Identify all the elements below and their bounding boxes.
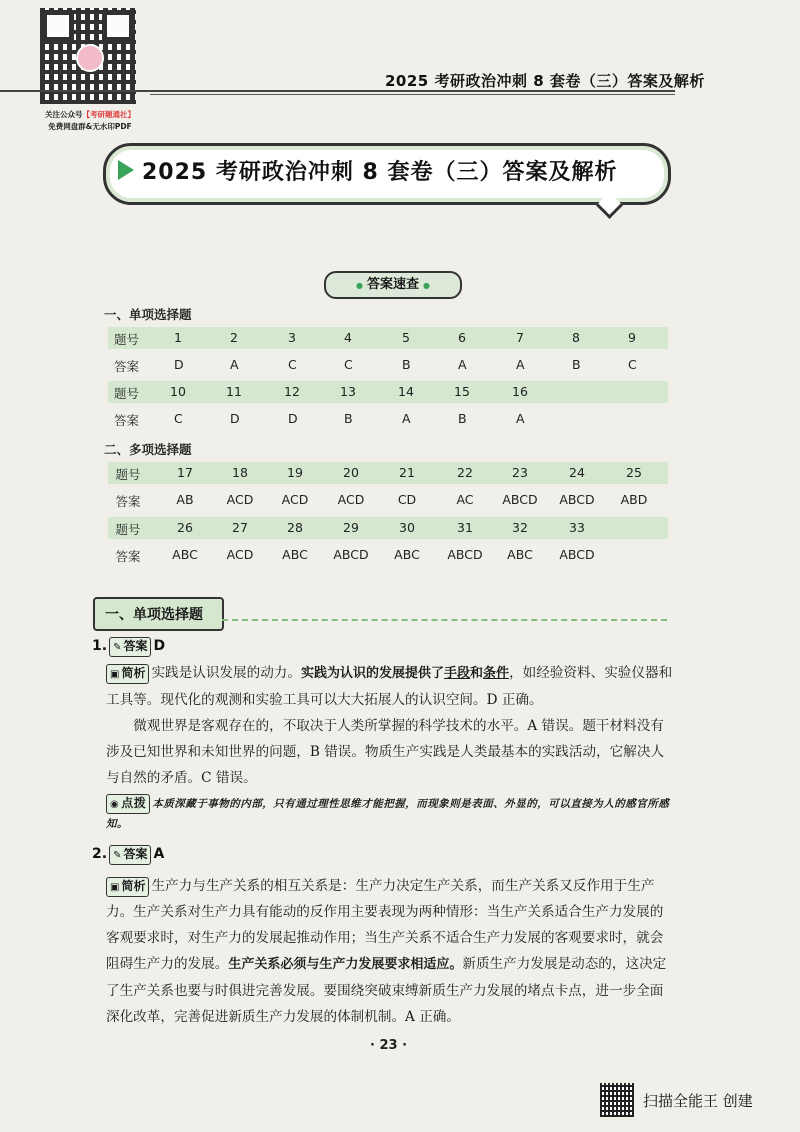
q-num: 19 — [287, 465, 303, 480]
answer-cell: C — [174, 411, 183, 426]
q-num: 1 — [174, 330, 182, 345]
q-num: 24 — [569, 465, 585, 480]
sc-row2-q — [108, 381, 668, 403]
answer-cell: B — [344, 411, 353, 426]
q-num: 18 — [232, 465, 248, 480]
sc-row1-a — [108, 354, 668, 376]
answer-cell: ACD — [226, 492, 254, 507]
row-label: 答案 — [115, 549, 141, 564]
answer-cell: D — [288, 411, 298, 426]
q-num: 11 — [226, 384, 242, 399]
q-num: 31 — [457, 520, 473, 535]
q-num: 5 — [402, 330, 410, 345]
answer-cell: C — [288, 357, 297, 372]
q2-answer: A — [153, 846, 165, 862]
header-rule-thin — [150, 94, 675, 95]
promo-brand: 【考研题通社】 — [82, 110, 135, 119]
answer-cell: ACD — [281, 492, 309, 507]
answer-cell: D — [230, 411, 240, 426]
q-num: 15 — [454, 384, 470, 399]
scanner-watermark: 扫描全能王 创建 — [643, 1092, 753, 1110]
q-num: 8 — [572, 330, 580, 345]
answer-cell: ACD — [226, 547, 254, 562]
q-num: 25 — [626, 465, 642, 480]
row-label: 答案 — [115, 494, 141, 509]
scanner-qr-icon — [600, 1083, 634, 1117]
promo-line2: 免费网盘群&无水印PDF — [48, 122, 132, 131]
answer-cell: ABCD — [502, 492, 538, 507]
section-title-text: 一、单项选择题 — [105, 607, 203, 623]
answer-cell: C — [628, 357, 637, 372]
answer-cell: ACD — [337, 492, 365, 507]
row-label: 题号 — [114, 332, 140, 347]
sc-row1-q — [108, 327, 668, 349]
sc-row2-a — [108, 408, 668, 430]
answer-cell: B — [458, 411, 467, 426]
q1-analysis: ▣ 简析 实践是认识发展的动力。实践为认识的发展提供了手段和条件，如经验资料、实验仪器和工具等。现代化的观测和实验工具可以大大拓展人的认识空间。D 正确。 微观世界是客观存在的，不取决于人类所掌握的科学技术的水平。A 错误。题干材料没有涉及已知世界和未知世界的问题，B 错误。物质生产实践是人类最基本的实践活动，它解决人与自然的矛盾。C 错误。 — [106, 665, 673, 786]
answer-cell: A — [458, 357, 467, 372]
q-num: 28 — [287, 520, 303, 535]
play-triangle-icon — [118, 160, 134, 180]
answer-cell: A — [516, 357, 525, 372]
answer-cell: ABC — [282, 547, 308, 562]
answer-cell: ABCD — [559, 492, 595, 507]
q-num: 13 — [340, 384, 356, 399]
q-num: 2 — [230, 330, 238, 345]
answer-tag: ✎ 答案 — [109, 637, 151, 657]
book-icon: ▣ — [110, 882, 120, 893]
running-head: 2025 考研政治冲刺 8 套卷（三）答案及解析 — [385, 72, 705, 90]
answer-quick-label: ● 答案速查 ● — [324, 271, 462, 299]
book-icon: ▣ — [110, 669, 120, 680]
answer-cell: B — [572, 357, 581, 372]
lightbulb-icon: ◉ — [110, 799, 120, 810]
q-num: 7 — [516, 330, 524, 345]
answer-cell: ABD — [620, 492, 648, 507]
answer-cell: AB — [176, 492, 194, 507]
promo-text — [34, 109, 146, 133]
page-number: · 23 · — [370, 1038, 408, 1053]
analysis-tag: ▣ 简析 — [106, 877, 149, 897]
promo-line1: 关注公众号 — [45, 110, 83, 119]
mc-row2-q — [108, 517, 668, 539]
q-num: 29 — [343, 520, 359, 535]
q-num: 12 — [284, 384, 300, 399]
answer-cell: C — [344, 357, 353, 372]
q-num: 14 — [398, 384, 414, 399]
answer-cell: CD — [397, 492, 417, 507]
answer-tag: ✎ 答案 — [109, 845, 151, 865]
page-title: 2025 考研政治冲刺 8 套卷（三）答案及解析 — [142, 160, 618, 185]
multi-choice-heading: 二、多项选择题 — [104, 442, 192, 457]
row-label: 题号 — [115, 522, 141, 537]
answer-cell: A — [402, 411, 411, 426]
answer-cell: ABCD — [559, 547, 595, 562]
mc-row1-q — [108, 462, 668, 484]
q-num: 16 — [512, 384, 528, 399]
answer-cell: A — [230, 357, 239, 372]
q-num: 9 — [628, 330, 636, 345]
q-num: 10 — [170, 384, 186, 399]
q1-answer-line — [92, 637, 165, 657]
row-label: 答案 — [114, 413, 140, 428]
mc-row2-a — [108, 544, 668, 566]
tip-tag: ◉ 点拨 — [106, 794, 150, 814]
mc-row1-a — [108, 489, 668, 511]
section-rule — [222, 619, 667, 621]
answer-cell: ABC — [507, 547, 533, 562]
pig-logo-icon — [76, 44, 104, 72]
answer-cell: ABC — [172, 547, 198, 562]
pencil-icon: ✎ — [113, 850, 122, 861]
q1-answer: D — [153, 638, 166, 654]
answer-cell: A — [516, 411, 525, 426]
q-num: 30 — [399, 520, 415, 535]
q-num: 6 — [458, 330, 466, 345]
q-num: 23 — [512, 465, 528, 480]
answer-cell: ABCD — [447, 547, 483, 562]
q-num: 21 — [399, 465, 415, 480]
q2-answer-line — [92, 845, 164, 865]
q2-number: 2. — [92, 846, 108, 862]
answer-cell: AC — [456, 492, 474, 507]
answer-cell: ABCD — [333, 547, 369, 562]
answer-cell: B — [402, 357, 411, 372]
single-choice-heading: 一、单项选择题 — [104, 307, 192, 322]
q-num: 4 — [344, 330, 352, 345]
q-num: 26 — [177, 520, 193, 535]
q1-number: 1. — [92, 638, 108, 654]
row-label: 题号 — [115, 467, 141, 482]
q-num: 27 — [232, 520, 248, 535]
q2-analysis: ▣ 简析 生产力与生产关系的相互关系是：生产力决定生产关系，而生产关系又反作用于生产力。生产关系对生产力具有能动的反作用主要表现为两种情形：当生产关系适合生产力发展的客观要求时，对生产力的发展起推动作用；当生产关系不适合生产力发展的客观要求时，就会阻碍生产力的发展。生产关系必须与生产力发展要求相适应。新质生产力发展是动态的，这决定了生产关系也要与时俱进完善发展。要围绕突破束缚新质生产力发展的堵点卡点，进一步全面深化改革，完善促进新质生产力发展的体制机制。A 正确。 — [106, 878, 667, 1025]
q-num: 33 — [569, 520, 585, 535]
q-num: 32 — [512, 520, 528, 535]
pencil-icon: ✎ — [113, 642, 122, 653]
header-rule — [0, 90, 675, 92]
q1-tip: ◉ 点拨 本质深藏于事物的内部，只有通过理性思维才能把握，而现象则是表面、外显的，可以直接为人的感官所感知。 — [106, 796, 670, 830]
section-title — [93, 597, 224, 631]
q-num: 3 — [288, 330, 296, 345]
analysis-tag: ▣ 简析 — [106, 664, 149, 684]
q-num: 17 — [177, 465, 193, 480]
answer-cell: D — [174, 357, 184, 372]
row-label: 题号 — [114, 386, 140, 401]
q-num: 20 — [343, 465, 359, 480]
answer-cell: ABC — [394, 547, 420, 562]
row-label: 答案 — [114, 359, 140, 374]
q-num: 22 — [457, 465, 473, 480]
